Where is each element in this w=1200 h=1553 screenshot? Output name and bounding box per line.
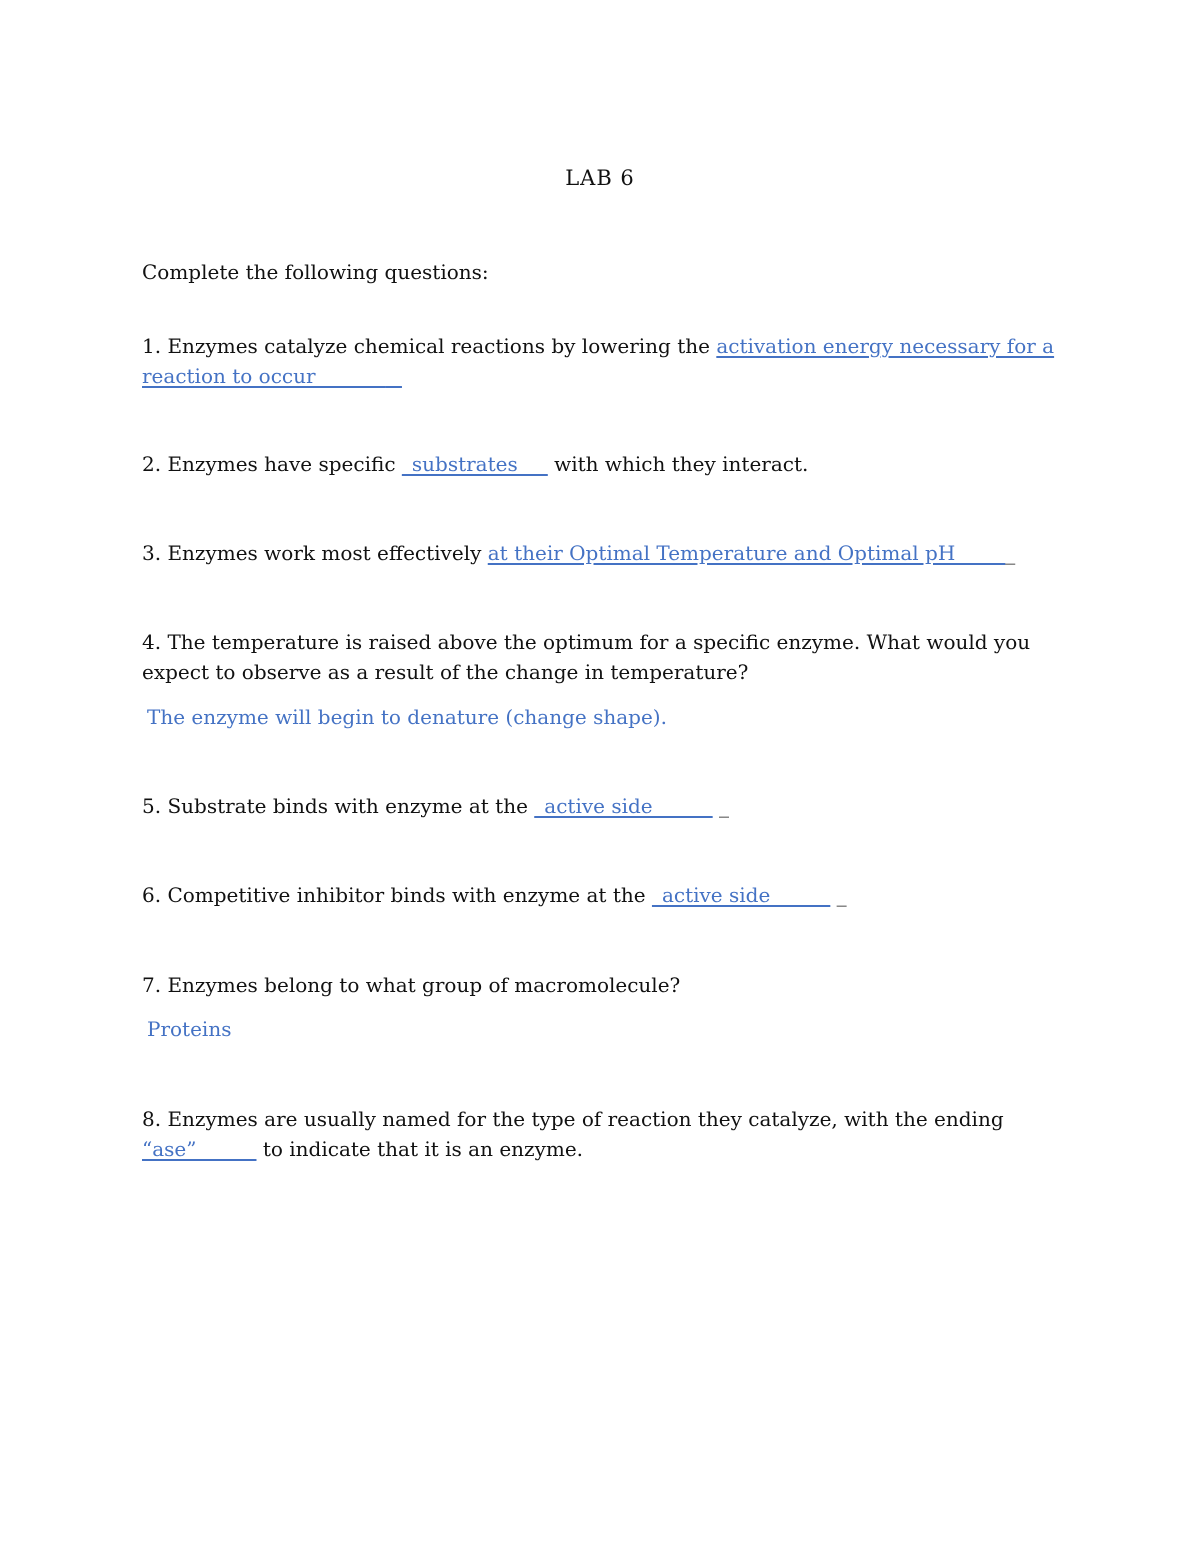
question-6-prompt: 6. Competitive inhibitor binds with enzyme at the xyxy=(142,883,652,907)
question-7-answer: Proteins xyxy=(147,1017,232,1041)
question-4-line-2: expect to observe as a result of the change in temperature? xyxy=(142,660,749,684)
instructions: Complete the following questions: xyxy=(142,260,489,284)
question-6 xyxy=(142,880,1062,910)
question-6-tail: _ xyxy=(830,883,847,907)
question-5-tail: _ xyxy=(712,794,729,818)
question-1-line-2 xyxy=(142,361,1062,391)
question-8-answer: “ase”______ xyxy=(142,1137,257,1161)
question-4-line-1: 4. The temperature is raised above the optimum for a specific enzyme. What would you xyxy=(142,630,1031,654)
question-1-prompt: 1. Enzymes catalyze chemical reactions by lowering the xyxy=(142,334,717,358)
question-7-answer-line xyxy=(147,1014,1067,1044)
question-5-answer: _active side______ xyxy=(534,794,713,818)
question-8-line-2 xyxy=(142,1134,1062,1164)
question-1-line-1 xyxy=(142,331,1062,361)
question-4-answer-tail: . xyxy=(660,705,667,729)
question-2-prompt: 2. Enzymes have specific xyxy=(142,452,402,476)
question-4-answer: The enzyme will begin to denature (change shape) xyxy=(147,705,661,729)
question-6-answer: _active side______ xyxy=(651,883,831,907)
question-8-line-1: 8. Enzymes are usually named for the type of reaction they catalyze, with the ending xyxy=(142,1107,1004,1131)
question-7-prompt: 7. Enzymes belong to what group of macromolecule? xyxy=(142,973,681,997)
question-2-tail: with which they interact. xyxy=(547,452,809,476)
question-1-answer-part-2: reaction to occur_______ xyxy=(142,364,386,388)
question-3 xyxy=(142,538,1062,568)
question-5 xyxy=(142,791,1062,821)
question-3-tail: _ xyxy=(1005,541,1016,565)
page-title: LAB 6 xyxy=(565,166,635,190)
question-1-answer-tail: _ xyxy=(385,364,402,388)
question-2-answer: _substrates___ xyxy=(401,452,548,476)
question-3-prompt: 3. Enzymes work most effectively xyxy=(142,541,488,565)
question-1-answer-part-1: activation energy necessary for a xyxy=(716,334,1055,358)
question-2 xyxy=(142,449,1062,479)
question-3-answer: at their Optimal Temperature and Optimal pH_____ xyxy=(487,541,1006,565)
question-4-answer-line xyxy=(147,702,1067,732)
question-5-prompt: 5. Substrate binds with enzyme at the xyxy=(142,794,535,818)
question-8-tail: to indicate that it is an enzyme. xyxy=(256,1137,584,1161)
